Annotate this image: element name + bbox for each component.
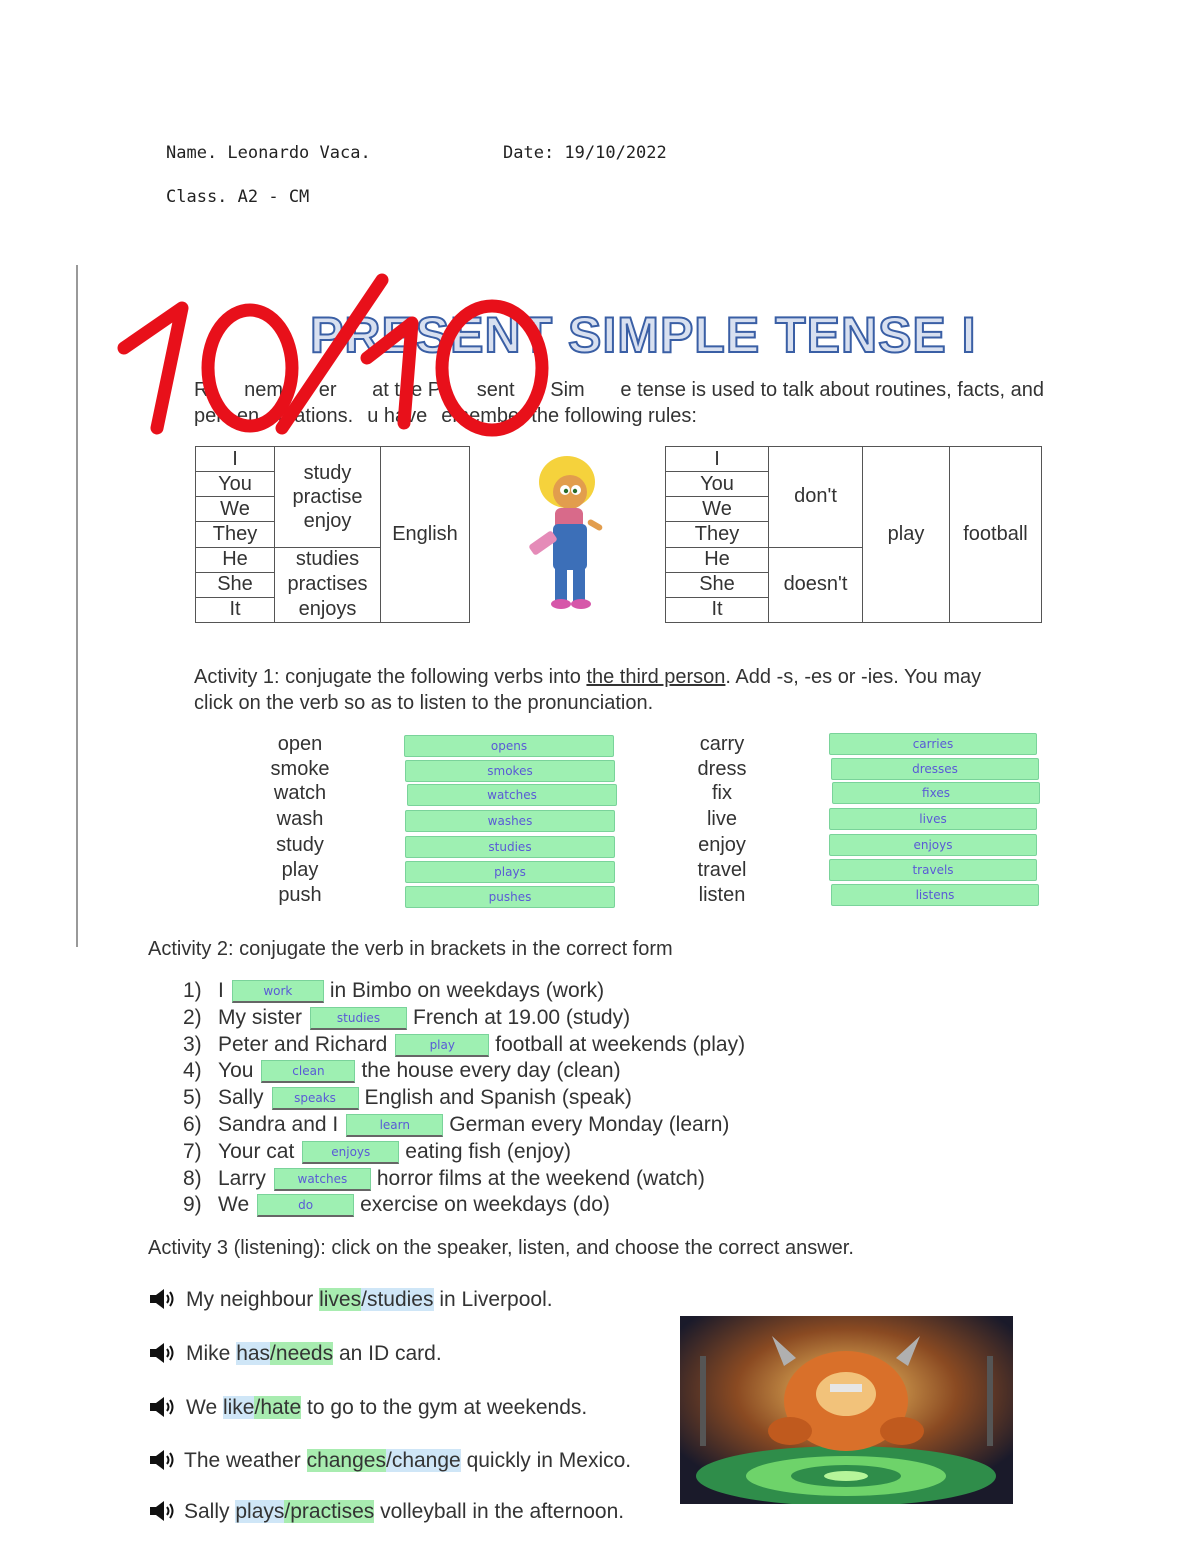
option-1[interactable]: like [222, 1396, 255, 1419]
answer-field[interactable]: carries [829, 733, 1037, 755]
item-text-before: You [218, 1059, 254, 1083]
answer-field[interactable]: pushes [405, 886, 615, 908]
answer-field[interactable]: listens [831, 884, 1039, 906]
item-text-after: eating fish (enjoy) [405, 1139, 572, 1163]
item-number: 6) [183, 1113, 202, 1136]
item-text-before: My sister [218, 1005, 302, 1029]
verb-label[interactable]: watch [273, 782, 327, 804]
verb-label[interactable]: open [277, 733, 323, 755]
item-text-before: Mike [186, 1342, 231, 1365]
intro-fragment: emember the following rules: [441, 405, 697, 427]
answer-field[interactable]: enjoys [302, 1141, 399, 1164]
exercise-item [183, 979, 604, 1003]
grade-text: 10/10 [112, 268, 115, 269]
subject-cell: They [196, 522, 275, 547]
verb-cell: play [863, 447, 950, 623]
option-2[interactable]: needs [275, 1342, 334, 1365]
grade-mark [112, 268, 572, 438]
game-scene-image [680, 1316, 1013, 1504]
item-text-before: We [186, 1396, 218, 1419]
answer-field[interactable]: smokes [405, 760, 615, 782]
subject-cell: I [666, 447, 769, 472]
answer-field[interactable]: lives [829, 808, 1037, 830]
listening-item: Mike has/needs an ID card. [186, 1342, 442, 1365]
listening-item: We like/hate to go to the gym at weekends. [186, 1396, 588, 1419]
item-text-after: exercise on weekdays (do) [360, 1193, 610, 1217]
item-number: 5) [183, 1086, 202, 1110]
verbs-plain-cell [275, 447, 381, 548]
intro-fragment: u have [367, 405, 428, 427]
verb-label[interactable]: live [706, 808, 737, 830]
exercise-item [183, 1113, 729, 1137]
student-name: Name. Leonardo Vaca. [166, 143, 371, 163]
verb-label[interactable]: enjoy [698, 834, 746, 856]
item-number: 7) [183, 1139, 202, 1163]
activity1-instruction [194, 664, 1044, 716]
intro-fragment: R [194, 379, 209, 401]
verb-label[interactable]: dress [697, 758, 747, 780]
intro-fragment: er [318, 379, 337, 401]
verb-label[interactable]: play [281, 859, 319, 881]
item-text-after: football at weekends (play) [495, 1032, 746, 1056]
verb-plain: study [303, 461, 352, 484]
item-text-after: English and Spanish (speak) [364, 1086, 632, 1110]
option-1[interactable]: lives [319, 1288, 362, 1311]
intro-fragment: Sim [550, 379, 585, 401]
speaker-icon[interactable] [148, 1395, 178, 1419]
subject-cell: He [666, 547, 769, 572]
object-cell: English [381, 447, 470, 623]
answer-field[interactable]: fixes [832, 782, 1040, 804]
item-text-after: in Liverpool. [439, 1288, 553, 1311]
answer-field[interactable]: plays [405, 861, 615, 883]
verb-plain: practise [292, 485, 363, 508]
verb-label[interactable]: push [278, 884, 322, 906]
answer-field[interactable]: studies [310, 1007, 407, 1030]
listening-item: The weather changes/change quickly in Mexico. [184, 1449, 632, 1472]
item-text-after: French at 19.00 (study) [413, 1005, 631, 1029]
intro-fragment: en [236, 405, 260, 427]
item-number: 4) [183, 1059, 202, 1083]
listening-item: My neighbour lives/studies in Liverpool. [186, 1288, 553, 1311]
exercise-item [183, 1059, 621, 1083]
instruction-underlined: the third person [586, 666, 726, 688]
answer-field[interactable]: watches [407, 784, 617, 806]
subject-cell: I [196, 447, 275, 472]
subject-cell: They [666, 522, 769, 547]
exercise-item [183, 1167, 705, 1191]
answer-field[interactable]: play [395, 1034, 489, 1057]
date: Date: 19/10/2022 [503, 143, 667, 163]
answer-field[interactable]: do [257, 1194, 354, 1217]
intro-fragment: nem [244, 379, 284, 401]
verb-label[interactable]: study [276, 834, 324, 856]
speaker-icon[interactable] [148, 1448, 178, 1472]
subject-cell: He [196, 547, 275, 572]
exercise-item [183, 1193, 610, 1217]
subject-cell: She [196, 572, 275, 597]
item-text-before: Sally [218, 1086, 264, 1110]
activity2-instruction: Activity 2: conjugate the verb in brackets in the correct form [148, 938, 673, 960]
option-2[interactable]: change [391, 1449, 461, 1472]
item-text-after: the house every day (clean) [361, 1059, 621, 1083]
speaker-icon[interactable] [148, 1287, 178, 1311]
character-illustration [515, 452, 620, 617]
item-text-before: Larry [218, 1166, 266, 1190]
subject-cell: She [666, 572, 769, 597]
option-1[interactable]: changes [306, 1449, 386, 1472]
aux-plain-cell: don't [769, 447, 863, 548]
answer-field[interactable]: travels [829, 859, 1037, 881]
verb-label[interactable]: listen [698, 884, 746, 906]
class-label: Class. A2 - CM [166, 187, 310, 207]
exercise-item [183, 1033, 745, 1057]
item-text-before: The weather [184, 1449, 301, 1472]
item-number: 3) [183, 1032, 202, 1056]
grade-digit-1b [367, 323, 412, 423]
intro-fragment: e tense is used to talk about routines, facts, and [620, 379, 1044, 401]
item-text-after: in Bimbo on weekdays (work) [329, 979, 605, 1002]
answer-field[interactable]: speaks [272, 1087, 359, 1110]
exercise-item [183, 1086, 632, 1110]
verb-plain: enjoy [303, 509, 352, 532]
item-text-before: Sally [184, 1500, 230, 1523]
item-text-before: I [218, 979, 224, 1002]
answer-field[interactable]: enjoys [829, 834, 1037, 856]
grade-digit-0b [442, 306, 542, 430]
aux-third-cell: doesn't [769, 547, 863, 622]
subject-cell: It [666, 597, 769, 622]
verb-label[interactable]: fix [712, 782, 732, 804]
speaker-icon[interactable] [148, 1341, 178, 1365]
subject-cell: We [666, 497, 769, 522]
subject-cell: We [196, 497, 275, 522]
subject-cell: You [666, 472, 769, 497]
listening-item: Sally plays/practises volleyball in the afternoon. [184, 1500, 625, 1523]
grade-digit-0 [208, 310, 292, 426]
item-text-before: Peter and Richard [218, 1032, 388, 1056]
item-text-after: an ID card. [338, 1342, 442, 1365]
answer-field[interactable]: clean [261, 1060, 355, 1083]
subject-cell: It [196, 597, 275, 622]
option-2[interactable]: hate [260, 1396, 302, 1419]
item-text-before: We [218, 1193, 250, 1217]
intro-fragment: at the P [372, 379, 442, 401]
item-number: 8) [183, 1166, 202, 1190]
option-2[interactable]: practises [290, 1500, 375, 1523]
item-text-before: My neighbour [186, 1288, 314, 1311]
item-text-after: German every Monday (learn) [449, 1113, 730, 1136]
answer-field[interactable]: learn [346, 1114, 443, 1137]
speaker-icon[interactable] [148, 1499, 178, 1523]
verb-third-cell: practises [275, 572, 381, 597]
item-text-before: Sandra and I [218, 1113, 339, 1136]
verb-label[interactable]: travel [697, 859, 747, 881]
answer-field[interactable]: opens [404, 735, 614, 757]
option-2[interactable]: studies [366, 1288, 434, 1311]
verb-label[interactable]: carry [699, 733, 745, 755]
item-number: 1) [183, 979, 202, 1002]
verb-label[interactable]: smoke [270, 758, 330, 780]
answer-field[interactable]: watches [274, 1168, 371, 1191]
verb-third-cell: studies [275, 547, 381, 572]
activity3-instruction: Activity 3 (listening): click on the speaker, listen, and choose the correct answer. [148, 1237, 854, 1259]
exercise-item [183, 1006, 630, 1030]
subject-cell: You [196, 472, 275, 497]
item-text-after: to go to the gym at weekends. [307, 1396, 588, 1419]
grade-digit-1 [124, 308, 182, 428]
object-cell: football [950, 447, 1042, 623]
item-number: 9) [183, 1193, 202, 1217]
instruction-text: . Add -s, -es or -ies. You may [725, 666, 982, 688]
exercise-item [183, 1140, 571, 1164]
answer-field[interactable]: dresses [831, 758, 1039, 780]
item-text-before: Your cat [218, 1139, 295, 1163]
negative-table [665, 446, 1042, 623]
item-number: 2) [183, 1005, 202, 1029]
item-text-after: volleyball in the afternoon. [380, 1500, 625, 1523]
answer-field[interactable]: studies [405, 836, 615, 858]
intro-fragment: per [194, 405, 223, 427]
item-text-after: quickly in Mexico. [466, 1449, 632, 1472]
intro-fragment: sent [476, 379, 515, 401]
intro-fragment: ituations. [273, 405, 354, 427]
instruction-line-2: click on the verb so as to listen to the pronunciation. [194, 692, 654, 714]
item-text-after: horror films at the weekend (watch) [376, 1166, 705, 1190]
answer-field[interactable]: washes [405, 810, 615, 832]
answer-field[interactable]: work [232, 980, 324, 1003]
option-1[interactable]: has [236, 1342, 271, 1365]
margin-line [76, 265, 78, 947]
verb-label[interactable]: wash [276, 808, 324, 830]
page-title: PRESENT SIMPLE TENSE I [310, 307, 977, 363]
option-1[interactable]: plays [235, 1500, 285, 1523]
instruction-text: Activity 1: conjugate the following verbs into [194, 666, 587, 688]
affirmative-table [195, 446, 470, 623]
verb-third-cell: enjoys [275, 597, 381, 622]
